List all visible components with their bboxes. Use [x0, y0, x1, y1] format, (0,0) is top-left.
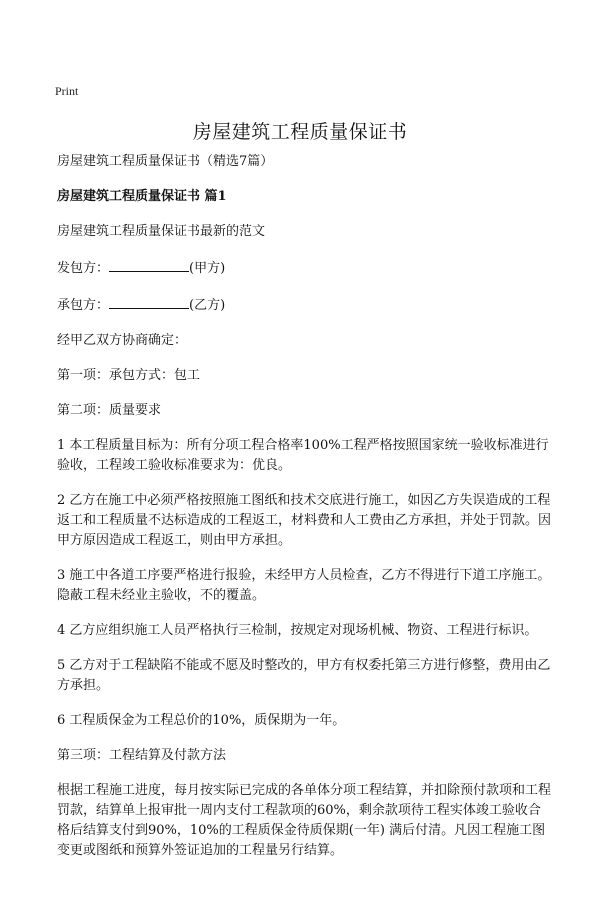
clause-4: 4 乙方应组织施工人员严格执行三检制，按规定对现场机械、物资、工程进行标识。: [57, 623, 538, 638]
clause-5: 5 乙方对于工程缺陷不能或不愿及时整改的，甲方有权委托第三方进行修整，费用由乙方承担。: [57, 658, 551, 693]
print-link[interactable]: Print: [55, 84, 79, 98]
party-b-blank: [109, 294, 189, 309]
clause-3: 3 施工中各道工序要严格进行报验，未经甲方人员检查，乙方不得进行下道工序施工。隐蔽工程未经业主验收，不的覆盖。: [57, 568, 551, 603]
party-a-label: 发包方：: [57, 261, 110, 276]
subtitle: 房屋建筑工程质量保证书（精选7篇）: [57, 154, 274, 169]
party-a-suffix: (甲方): [189, 261, 226, 276]
clause-1: 1 本工程质量目标为：所有分项工程合格率100%工程严格按照国家统一验收标准进行验收，工程竣工验收标准要求为：优良。: [57, 438, 549, 473]
party-a-line: [57, 257, 553, 279]
intro-line: 房屋建筑工程质量保证书最新的范文: [57, 224, 266, 239]
section-heading: 房屋建筑工程质量保证书 篇1: [57, 189, 227, 204]
party-a-blank: [109, 257, 189, 272]
party-b-line: [57, 294, 553, 316]
item-3: 第三项：工程结算及付款方法: [57, 748, 227, 763]
party-b-suffix: (乙方): [189, 298, 226, 313]
item-1: 第一项：承包方式：包工: [57, 368, 201, 383]
clause-6: 6 工程质保金为工程总价的10%，质保期为一年。: [57, 713, 346, 728]
item-2: 第二项：质量要求: [57, 403, 162, 418]
settlement-paragraph: 根据工程施工进度，每月按实际已完成的各单体分项工程结算，并扣除预付款项和工程罚款，结算单上报审批一周内支付工程款项的60%，剩余款项待工程实体竣工验收合格后结算支付到90%，10%的工程质保金待质保期(一年) 满后付清。凡因工程施工图变更或图纸和预算外签证追加的工程量另行结算。: [57, 783, 552, 858]
document-body: [57, 152, 553, 876]
agreement-line: 经甲乙双方协商确定：: [57, 333, 188, 348]
clause-2: 2 乙方在施工中必须严格按照施工图纸和技术交底进行施工，如因乙方失误造成的工程返工和工程质量不达标造成的工程返工，材料费和人工费由乙方承担，并处于罚款。因甲方原因造成工程返工，则由甲方承担。: [57, 493, 552, 548]
party-b-label: 承包方：: [57, 298, 110, 313]
document-title: 房屋建筑工程质量保证书: [192, 121, 408, 143]
